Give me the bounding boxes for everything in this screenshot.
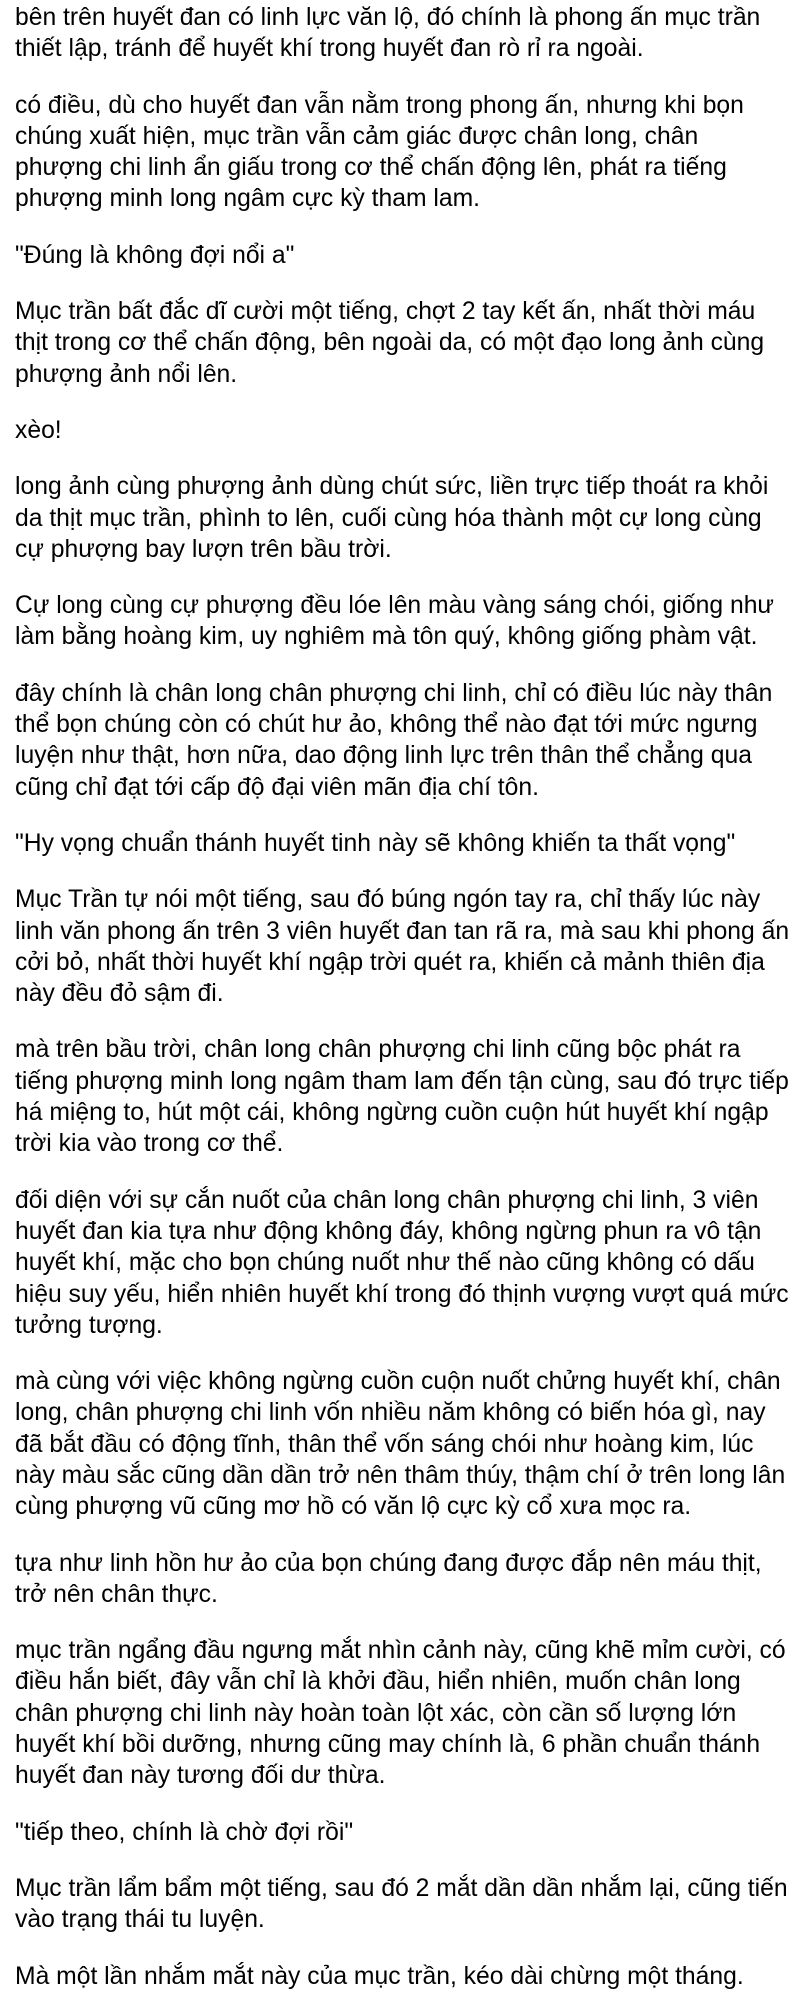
paragraph-15: mục trần ngẩng đầu ngưng mắt nhìn cảnh này, cũng khẽ mỉm cười, có điều hắn biết, đây vẫn chỉ là khởi đầu, hiển nhiên, muốn chân long chân phượng chi linh này hoàn toàn lột xác, còn cần số lượng lớn huyết khí bồi dưỡng, nhưng cũng may chính là, 6 phần chuẩn thánh huyết đan này tương đối dư thừa. [15, 1637, 786, 1790]
paragraph-2: có điều, dù cho huyết đan vẫn nằm trong phong ấn, nhưng khi bọn chúng xuất hiện, mục trần vẫn cảm giác được chân long, chân phượng chi linh ẩn giấu trong cơ thể chấn động lên, phát ra tiếng phượng minh long ngâm cực kỳ tham lam. [15, 91, 744, 213]
paragraph-4: Mục trần bất đắc dĩ cười một tiếng, chợt 2 tay kết ấn, nhất thời máu thịt trong cơ thể chấn động, bên ngoài da, có một đạo long ảnh cùng phượng ảnh nổi lên. [15, 298, 765, 388]
paragraph-16: "tiếp theo, chính là chờ đợi rồi" [15, 1818, 354, 1846]
story-text [15, 2, 790, 1992]
paragraph-18: Mà một lần nhắm mắt này của mục trần, kéo dài chừng một tháng. [15, 1962, 744, 1990]
paragraph-13: mà cùng với việc không ngừng cuồn cuộn nuốt chửng huyết khí, chân long, chân phượng chi linh vốn nhiều năm không có biến hóa gì, nay đã bắt đầu có động tĩnh, thân thể vốn sáng chói như hoàng kim, lúc này màu sắc cũng dần dần trở nên thâm thúy, thậm chí ở trên long lân cùng phượng vũ cũng mơ hồ có văn lộ cực kỳ cổ xưa mọc ra. [15, 1368, 786, 1521]
paragraph-12: đối diện với sự cắn nuốt của chân long chân phượng chi linh, 3 viên huyết đan kia tựa như động không đáy, không ngừng phun ra vô tận huyết khí, mặc cho bọn chúng nuốt như thế nào cũng không có dấu hiệu suy yếu, hiển nhiên huyết khí trong đó thịnh vượng vượt quá mức tưởng tượng. [15, 1186, 789, 1339]
paragraph-5: xèo! [15, 416, 62, 444]
paragraph-1: bên trên huyết đan có linh lực văn lộ, đó chính là phong ấn mục trần thiết lập, tránh để huyết khí trong huyết đan rò rỉ ra ngoài. [15, 4, 761, 63]
paragraph-8: đây chính là chân long chân phượng chi linh, chỉ có điều lúc này thân thể bọn chúng còn có chút hư ảo, không thể nào đạt tới mức ngưng luyện như thật, hơn nữa, dao động linh lực trên thân thể chẳng qua cũng chỉ đạt tới cấp độ đại viên mãn địa chí tôn. [15, 679, 773, 801]
paragraph-6: long ảnh cùng phượng ảnh dùng chút sức, liền trực tiếp thoát ra khỏi da thịt mục trần, phình to lên, cuối cùng hóa thành một cự long cùng cự phượng bay lượn trên bầu trời. [15, 473, 769, 563]
paragraph-11: mà trên bầu trời, chân long chân phượng chi linh cũng bộc phát ra tiếng phượng minh long ngâm tham lam đến tận cùng, sau đó trực tiếp há miệng to, hút một cái, không ngừng cuồn cuộn hút huyết khí ngập trời kia vào trong cơ thể. [15, 1036, 789, 1158]
paragraph-10: Mục Trần tự nói một tiếng, sau đó búng ngón tay ra, chỉ thấy lúc này linh văn phong ấn trên 3 viên huyết đan tan rã ra, mà sau khi phong ấn cởi bỏ, nhất thời huyết khí ngập trời quét ra, khiến cả mảnh thiên địa này đều đỏ sậm đi. [15, 886, 790, 1008]
paragraph-14: tựa như linh hồn hư ảo của bọn chúng đang được đắp nên máu thịt, trở nên chân thực. [15, 1549, 762, 1608]
paragraph-17: Mục trần lẩm bẩm một tiếng, sau đó 2 mắt dần dần nhắm lại, cũng tiến vào trạng thái tu luyện. [15, 1874, 788, 1934]
paragraph-3: "Đúng là không đợi nổi a" [15, 241, 295, 269]
paragraph-7: Cự long cùng cự phượng đều lóe lên màu vàng sáng chói, giống như làm bằng hoàng kim, uy nghiêm mà tôn quý, không giống phàm vật. [15, 592, 774, 651]
paragraph-9: "Hy vọng chuẩn thánh huyết tinh này sẽ không khiến ta thất vọng" [15, 829, 736, 857]
